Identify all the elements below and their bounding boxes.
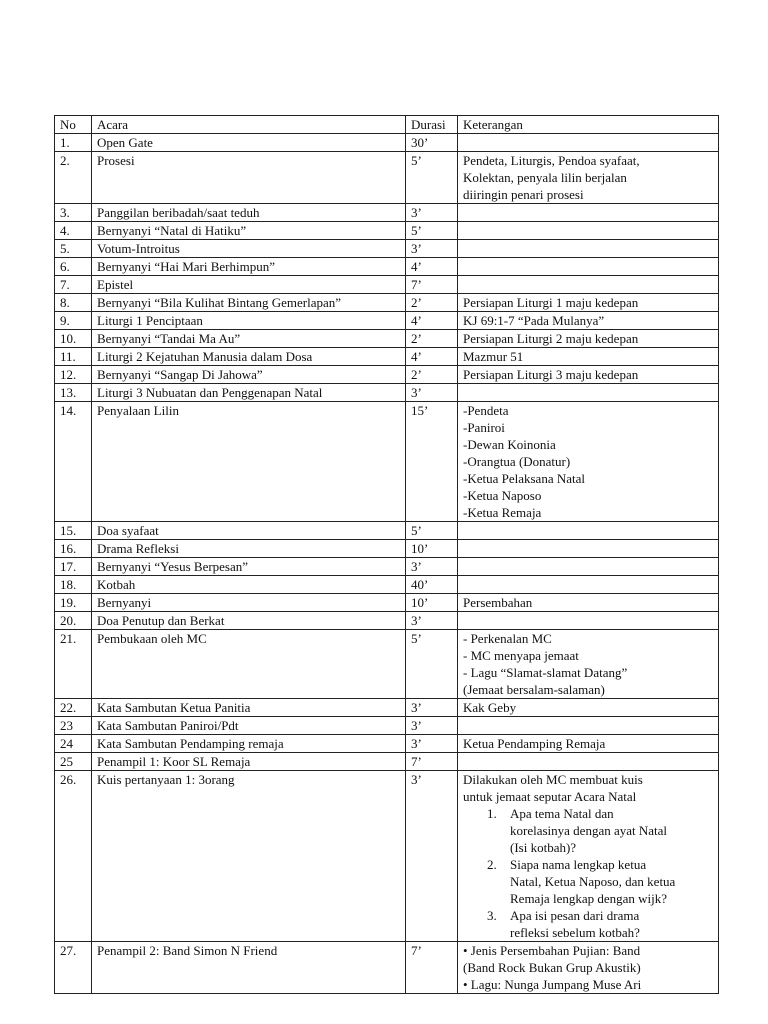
table-row xyxy=(55,330,719,348)
header-durasi: Durasi xyxy=(406,116,458,134)
table-row xyxy=(55,222,719,240)
event-schedule-table xyxy=(54,115,719,994)
keterangan-line: Kak Geby xyxy=(463,700,517,715)
table-row xyxy=(55,612,719,630)
header-keterangan: Keterangan xyxy=(458,116,719,134)
keterangan-line: -Ketua Naposo xyxy=(463,488,542,503)
keterangan-line: (Jemaat bersalam-salaman) xyxy=(463,682,605,697)
row-acara: Doa syafaat xyxy=(92,522,406,540)
row-number: 24 xyxy=(55,735,92,753)
table-row xyxy=(55,240,719,258)
row-durasi: 3’ xyxy=(406,240,458,258)
row-keterangan xyxy=(458,258,719,276)
row-keterangan xyxy=(458,753,719,771)
bullet-line: • Lagu: Nunga Jumpang Muse Ari xyxy=(463,977,642,992)
table-row xyxy=(55,152,719,204)
table-row xyxy=(55,594,719,612)
quiz-question-line: refleksi sebelum kotbah? xyxy=(510,925,640,940)
row-durasi: 3’ xyxy=(406,735,458,753)
keterangan-line: Dilakukan oleh MC membuat kuis xyxy=(463,772,643,787)
table-row xyxy=(55,204,719,222)
row-acara: Bernyanyi “Tandai Ma Au” xyxy=(92,330,406,348)
row-acara: Penampil 2: Band Simon N Friend xyxy=(92,942,406,994)
table-header-row xyxy=(55,116,719,134)
row-durasi: 7’ xyxy=(406,942,458,994)
row-durasi: 2’ xyxy=(406,294,458,312)
table-row xyxy=(55,630,719,699)
row-keterangan xyxy=(458,735,719,753)
row-keterangan xyxy=(458,366,719,384)
row-durasi: 30’ xyxy=(406,134,458,152)
row-acara: Kotbah xyxy=(92,576,406,594)
row-acara: Bernyanyi “Bila Kulihat Bintang Gemerlapan” xyxy=(92,294,406,312)
row-acara: Open Gate xyxy=(92,134,406,152)
row-durasi: 15’ xyxy=(406,402,458,522)
table-row xyxy=(55,312,719,330)
row-keterangan xyxy=(458,594,719,612)
keterangan-line: diiringin penari prosesi xyxy=(463,187,584,202)
row-durasi: 10’ xyxy=(406,594,458,612)
row-number: 6. xyxy=(55,258,92,276)
keterangan-line: untuk jemaat seputar Acara Natal xyxy=(463,789,637,804)
row-number: 4. xyxy=(55,222,92,240)
table-row xyxy=(55,366,719,384)
row-number: 26. xyxy=(55,771,92,942)
row-acara: Drama Refleksi xyxy=(92,540,406,558)
quiz-question-line: Remaja lengkap dengan wijk? xyxy=(510,891,668,906)
keterangan-line: -Orangtua (Donatur) xyxy=(463,454,571,469)
table-row xyxy=(55,294,719,312)
quiz-question xyxy=(463,856,713,907)
row-durasi: 7’ xyxy=(406,276,458,294)
row-number: 18. xyxy=(55,576,92,594)
row-durasi: 5’ xyxy=(406,222,458,240)
row-keterangan xyxy=(458,558,719,576)
keterangan-line: Persiapan Liturgi 1 maju kedepan xyxy=(463,295,639,310)
row-acara: Bernyanyi xyxy=(92,594,406,612)
row-durasi: 3’ xyxy=(406,384,458,402)
quiz-question-list xyxy=(463,805,713,941)
keterangan-line: Kolektan, penyala lilin berjalan xyxy=(463,170,627,185)
keterangan-line: -Paniroi xyxy=(463,420,505,435)
row-number: 5. xyxy=(55,240,92,258)
keterangan-line: Persiapan Liturgi 2 maju kedepan xyxy=(463,331,639,346)
row-number: 27. xyxy=(55,942,92,994)
keterangan-line: KJ 69:1-7 “Pada Mulanya” xyxy=(463,313,605,328)
row-durasi: 2’ xyxy=(406,366,458,384)
row-keterangan xyxy=(458,240,719,258)
row-durasi: 4’ xyxy=(406,348,458,366)
keterangan-line: Mazmur 51 xyxy=(463,349,524,364)
row-number: 25 xyxy=(55,753,92,771)
row-durasi: 5’ xyxy=(406,522,458,540)
table-row xyxy=(55,540,719,558)
row-acara: Panggilan beribadah/saat teduh xyxy=(92,204,406,222)
quiz-question-line: Siapa nama lengkap ketua xyxy=(510,857,647,872)
keterangan-line: Persembahan xyxy=(463,595,533,610)
row-acara: Penyalaan Lilin xyxy=(92,402,406,522)
quiz-question xyxy=(463,907,713,941)
table-row xyxy=(55,735,719,753)
row-number: 13. xyxy=(55,384,92,402)
row-number: 19. xyxy=(55,594,92,612)
row-acara: Kuis pertanyaan 1: 3orang xyxy=(92,771,406,942)
quiz-question-line: korelasinya dengan ayat Natal xyxy=(510,823,668,838)
row-number: 21. xyxy=(55,630,92,699)
row-keterangan xyxy=(458,276,719,294)
row-acara: Bernyanyi “Sangap Di Jahowa” xyxy=(92,366,406,384)
row-keterangan xyxy=(458,717,719,735)
keterangan-line: - MC menyapa jemaat xyxy=(463,648,579,663)
row-number: 1. xyxy=(55,134,92,152)
header-acara: Acara xyxy=(92,116,406,134)
row-keterangan xyxy=(458,294,719,312)
row-durasi: 5’ xyxy=(406,630,458,699)
row-number: 16. xyxy=(55,540,92,558)
document-page xyxy=(54,115,768,994)
row-keterangan xyxy=(458,204,719,222)
row-acara: Kata Sambutan Pendamping remaja xyxy=(92,735,406,753)
row-keterangan xyxy=(458,540,719,558)
row-acara: Prosesi xyxy=(92,152,406,204)
row-acara: Epistel xyxy=(92,276,406,294)
table-row xyxy=(55,753,719,771)
row-durasi: 5’ xyxy=(406,152,458,204)
row-number: 12. xyxy=(55,366,92,384)
table-row xyxy=(55,348,719,366)
row-keterangan xyxy=(458,134,719,152)
row-acara: Votum-Introitus xyxy=(92,240,406,258)
row-acara: Liturgi 3 Nubuatan dan Penggenapan Natal xyxy=(92,384,406,402)
row-keterangan xyxy=(458,222,719,240)
row-acara: Kata Sambutan Paniroi/Pdt xyxy=(92,717,406,735)
row-keterangan xyxy=(458,771,719,942)
keterangan-line: -Dewan Koinonia xyxy=(463,437,556,452)
row-keterangan xyxy=(458,330,719,348)
table-row xyxy=(55,522,719,540)
row-number: 2. xyxy=(55,152,92,204)
row-durasi: 7’ xyxy=(406,753,458,771)
table-row xyxy=(55,402,719,522)
row-number: 20. xyxy=(55,612,92,630)
row-number: 22. xyxy=(55,699,92,717)
table-row xyxy=(55,134,719,152)
row-acara: Liturgi 2 Kejatuhan Manusia dalam Dosa xyxy=(92,348,406,366)
row-keterangan xyxy=(458,312,719,330)
row-number: 17. xyxy=(55,558,92,576)
row-durasi: 4’ xyxy=(406,258,458,276)
table-row xyxy=(55,717,719,735)
bullet-line: • Jenis Persembahan Pujian: Band xyxy=(463,943,641,958)
table-row xyxy=(55,576,719,594)
row-acara: Bernyanyi “Hai Mari Berhimpun” xyxy=(92,258,406,276)
row-durasi: 40’ xyxy=(406,576,458,594)
row-durasi: 3’ xyxy=(406,612,458,630)
table-row xyxy=(55,699,719,717)
row-number: 10. xyxy=(55,330,92,348)
table-row xyxy=(55,276,719,294)
row-acara: Bernyanyi “Natal di Hatiku” xyxy=(92,222,406,240)
row-keterangan xyxy=(458,942,719,994)
row-keterangan xyxy=(458,522,719,540)
quiz-question-line: Apa isi pesan dari drama xyxy=(510,908,640,923)
row-acara: Pembukaan oleh MC xyxy=(92,630,406,699)
keterangan-line: -Ketua Remaja xyxy=(463,505,542,520)
row-durasi: 4’ xyxy=(406,312,458,330)
row-keterangan xyxy=(458,612,719,630)
keterangan-line: - Lagu “Slamat-slamat Datang” xyxy=(463,665,628,680)
row-number: 9. xyxy=(55,312,92,330)
row-keterangan xyxy=(458,152,719,204)
row-acara: Bernyanyi “Yesus Berpesan” xyxy=(92,558,406,576)
keterangan-line: - Perkenalan MC xyxy=(463,631,552,646)
quiz-question-line: Natal, Ketua Naposo, dan ketua xyxy=(510,874,676,889)
row-number: 7. xyxy=(55,276,92,294)
row-keterangan xyxy=(458,699,719,717)
row-number: 8. xyxy=(55,294,92,312)
keterangan-line: Pendeta, Liturgis, Pendoa syafaat, xyxy=(463,153,640,168)
table-row xyxy=(55,558,719,576)
quiz-question-number: 3. xyxy=(487,908,497,923)
row-durasi: 3’ xyxy=(406,558,458,576)
row-number: 11. xyxy=(55,348,92,366)
row-keterangan xyxy=(458,384,719,402)
header-no: No xyxy=(55,116,92,134)
row-keterangan xyxy=(458,630,719,699)
bullet-line: (Band Rock Bukan Grup Akustik) xyxy=(463,960,641,975)
row-keterangan xyxy=(458,576,719,594)
quiz-question-number: 2. xyxy=(487,857,497,872)
table-row-quiz xyxy=(55,771,719,942)
row-durasi: 3’ xyxy=(406,717,458,735)
row-durasi: 3’ xyxy=(406,699,458,717)
row-durasi: 10’ xyxy=(406,540,458,558)
row-acara: Liturgi 1 Penciptaan xyxy=(92,312,406,330)
row-durasi: 2’ xyxy=(406,330,458,348)
row-keterangan xyxy=(458,348,719,366)
keterangan-line: Persiapan Liturgi 3 maju kedepan xyxy=(463,367,639,382)
table-row xyxy=(55,258,719,276)
row-durasi: 3’ xyxy=(406,204,458,222)
quiz-question-line: Apa tema Natal dan xyxy=(510,806,614,821)
quiz-question xyxy=(463,805,713,856)
row-acara: Kata Sambutan Ketua Panitia xyxy=(92,699,406,717)
keterangan-line: Ketua Pendamping Remaja xyxy=(463,736,606,751)
table-row-band xyxy=(55,942,719,994)
row-keterangan xyxy=(458,402,719,522)
row-number: 14. xyxy=(55,402,92,522)
keterangan-line: -Pendeta xyxy=(463,403,509,418)
quiz-question-line: (Isi kotbah)? xyxy=(510,840,577,855)
row-acara: Penampil 1: Koor SL Remaja xyxy=(92,753,406,771)
quiz-question-number: 1. xyxy=(487,806,497,821)
table-row xyxy=(55,384,719,402)
row-durasi: 3’ xyxy=(406,771,458,942)
row-number: 23 xyxy=(55,717,92,735)
keterangan-line: -Ketua Pelaksana Natal xyxy=(463,471,586,486)
row-number: 15. xyxy=(55,522,92,540)
row-number: 3. xyxy=(55,204,92,222)
row-acara: Doa Penutup dan Berkat xyxy=(92,612,406,630)
